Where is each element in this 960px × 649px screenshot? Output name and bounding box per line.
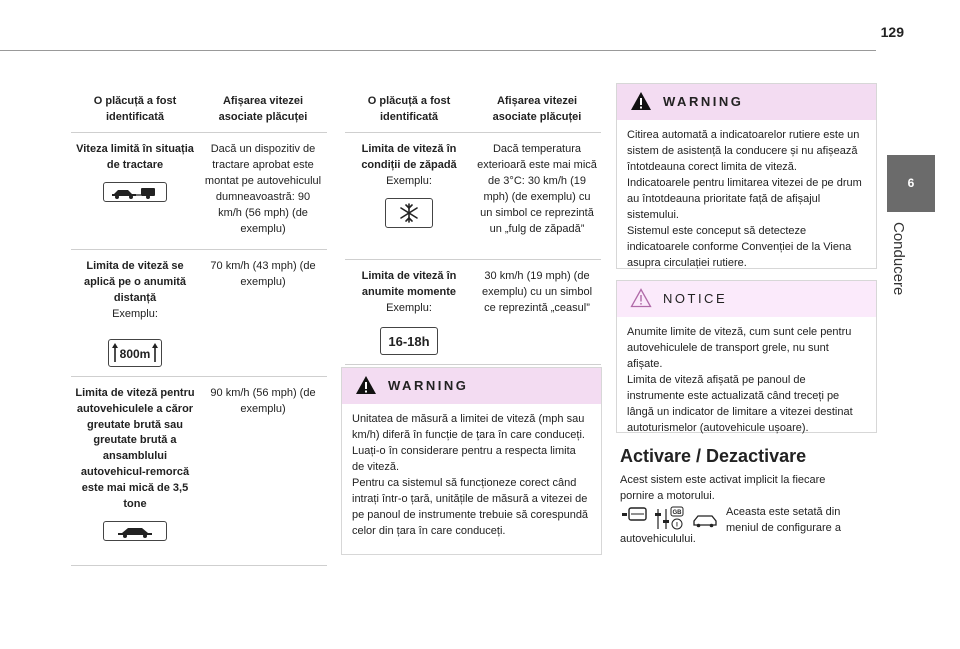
- warning-box-units: [341, 367, 602, 555]
- display-text: 30 km/h (19 mph) (de exemplu) cu un simbol ce reprezintă „ceasul”: [473, 259, 601, 364]
- sign-label: Limita de viteză în anumite momente: [361, 269, 457, 298]
- notice-triangle-icon: [629, 287, 653, 309]
- section-heading: Activare / Dezactivare: [620, 446, 807, 466]
- notice-title: NOTICE: [663, 291, 728, 306]
- display-text: 90 km/h (56 mph) (de exemplu): [199, 376, 327, 565]
- table2-header-display: Afișarea vitezei asociate plăcuței: [473, 88, 601, 132]
- warning-title: WARNING: [663, 94, 744, 109]
- car-icon: [103, 521, 167, 541]
- warning-header: [617, 84, 876, 120]
- sign-label: Limita de viteză pentru autovehiculele a căror greutate brută sau greutate brută a ansamblului autovehicul-remorcă este mai mică de 3,5 tone: [75, 386, 195, 511]
- notice-box: [616, 280, 877, 433]
- display-text: 70 km/h (43 mph) (de exemplu): [199, 249, 327, 376]
- sign-label: Viteza limită în situația de tractare: [76, 142, 194, 171]
- page-number: 129: [880, 24, 904, 40]
- table2-header-sign: O plăcuță a fost identificată: [345, 88, 473, 132]
- distance-sign: [108, 339, 162, 367]
- display-text: Dacă un dispozitiv de tractare aprobat este montat pe autovehiculul dumneavoastră: 90 km/h (56 mph) (de exemplu): [199, 132, 327, 249]
- time-sign-text: 16-18h: [388, 333, 430, 349]
- notice-text: Anumite limite de viteză, cum sunt cele pentru autovehiculele de transport grele, nu sunt afișate. Limita de viteză afișată pe panoul de instrumente este actualizată când treceți pe lângă un indicator de limitare a vitezei destinat autoturismelor (autovehicule ușoare).: [627, 326, 853, 434]
- sign-label-example: Exemplu:: [386, 174, 432, 187]
- car-trailer-icon: [103, 182, 167, 202]
- config-icons: [620, 505, 720, 531]
- table1-header-sign: O plăcuță a fost identificată: [71, 88, 199, 132]
- chapter-label: Conducere: [890, 222, 907, 296]
- sign-label-example: Exemplu:: [112, 307, 158, 320]
- settings-menu-icons: [620, 505, 720, 531]
- table1-header-display: Afișarea vitezei asociate plăcuței: [199, 88, 327, 132]
- warning-box-reading: [616, 83, 877, 269]
- display-text: Dacă temperatura exterioară este mai mică de 3°C: 30 km/h (19 mph) (de exemplu) cu un simbol ce reprezintă un „fulg de zăpadă”: [473, 132, 601, 259]
- table-row: [71, 249, 327, 376]
- config-text-tail: autovehiculului.: [620, 533, 696, 545]
- chapter-tab[interactable]: 6: [887, 155, 935, 212]
- info-badge: I: [676, 522, 678, 529]
- sign-label-example: Exemplu:: [386, 301, 432, 314]
- warning-text: Unitatea de măsură a limitei de viteză (mph sau km/h) diferă în funcție de țara în care conduceți. Luați-o în considerare pentru a respecta limita de viteză. Pentru ca sistemul să funcționeze corect când intrați într-o țară, unitățile de măsură a vitezei de pe panoul de instrumente trebuie să corespundă celor din țara în care conduceți.: [352, 413, 589, 537]
- speed-sign-table-2: [345, 88, 601, 365]
- snowflake-icon: [385, 198, 433, 228]
- notice-header: [617, 281, 876, 317]
- warning-title: WARNING: [388, 378, 469, 393]
- table-row: [71, 132, 327, 249]
- gb-badge: GB: [672, 510, 682, 516]
- header-divider: [0, 50, 876, 51]
- section-intro: Acest sistem este activat implicit la fiecare pornire a motorului.: [620, 474, 826, 502]
- warning-header: [342, 368, 601, 404]
- config-text: Aceasta este setată din meniul de configurare a: [726, 506, 841, 534]
- distance-sign-text: 800m: [119, 346, 151, 361]
- warning-text: Citirea automată a indicatoarelor rutiere este un sistem de asistență la conducere și nu afișează întotdeauna corect limita de viteză. Indicatoarele pentru limitarea vitezei de pe drum au întotdeauna prioritate față de afișajul sistemului. Sistemul este conceput să detecteze indicatoarele conforme Convenției de la Viena asupra circulației rutiere.: [627, 129, 862, 269]
- table-row: [71, 376, 327, 565]
- speed-sign-table-1: [71, 88, 327, 566]
- sign-label: Limita de viteză în condiții de zăpadă: [361, 142, 457, 171]
- warning-triangle-icon: [629, 90, 653, 112]
- time-sign: [380, 327, 438, 355]
- table-row: [345, 132, 601, 259]
- table-row: [345, 259, 601, 364]
- sign-label: Limita de viteză se aplică pe o anumită distanță: [83, 259, 187, 304]
- warning-triangle-icon: [354, 374, 378, 396]
